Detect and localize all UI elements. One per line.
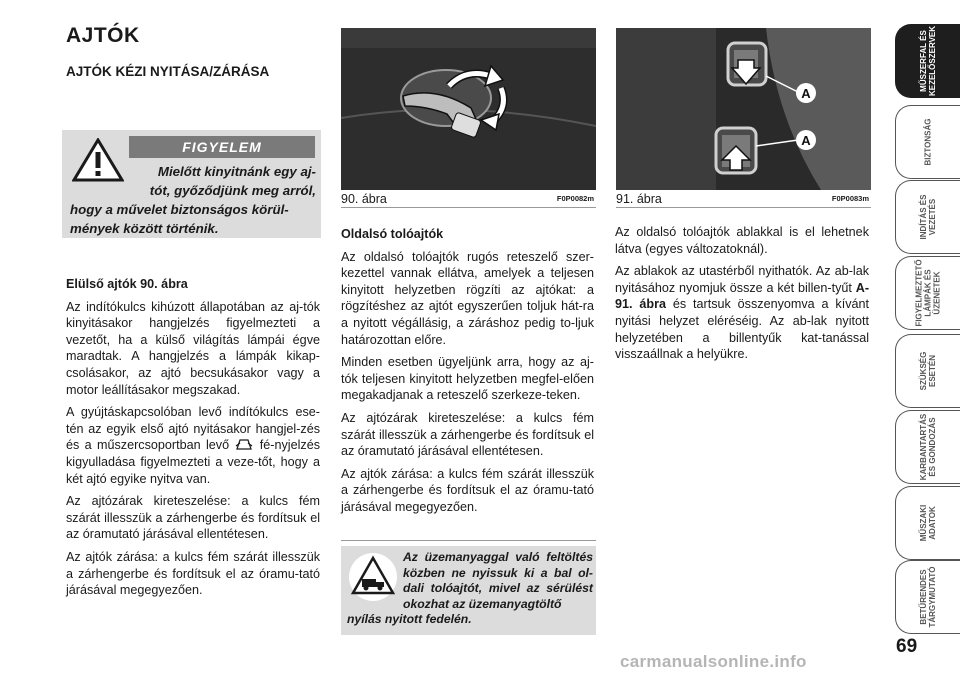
tab-maintenance[interactable]: KARBANTARTÁS ÉS GONDOZÁS	[895, 410, 960, 484]
figure-91-window-buttons	[616, 28, 871, 190]
column-front-doors	[66, 276, 320, 605]
paragraph: Minden esetben ügyeljünk arra, hogy az aj-tók teljesen kinyitott helyzetben megfel-elően megakadjanak a reteszelő szerkeze-teken.	[341, 355, 594, 403]
label-a-top: A	[801, 86, 811, 101]
paragraph: A gyújtáskapcsolóban levő indítókulcs ese-tén az egyik első ajtó nyitásakor hangjel-zés és a műszercsoportban levő fé-nyjelzés kigyulladása figyelmezteti a veze-tőt, hogy a két ajtó egyike nyitva van.	[66, 405, 320, 486]
page-title: AJTÓK	[66, 24, 140, 47]
tab-dashboard-controls[interactable]: MŰSZERFAL ÉS KEZELŐSZERVEK	[895, 24, 960, 98]
fuel-note-box	[341, 540, 596, 635]
tab-starting-driving[interactable]: INDÍTÁS ÉS VEZETÉS	[895, 180, 960, 254]
paragraph: Az oldalsó tolóajtók rugós reteszelő szer-kezettel vannak ellátva, amelyek a teljesen kinyitott helyzetben rögzíti az ajtókat: a rögzítéshez az ajtót egyszerűen toljuk hát-ra a nyitott végállásig, a záráshoz pedig to-ljuk határozottan előre.	[341, 249, 594, 347]
section-title: AJTÓK KÉZI NYITÁSA/ZÁRÁSA	[66, 64, 270, 79]
warning-box	[62, 130, 321, 238]
tab-emergency[interactable]: SZÜKSÉG ESETÉN	[895, 334, 960, 408]
column-sliding-doors	[341, 226, 594, 522]
warning-text: Mielőtt kinyitnánk egy aj- tót, győződjünk meg arról, hogy a művelet biztonságos körül-mények között történik.	[70, 164, 316, 236]
figure-91-caption: 91. ábra F0P0083m	[616, 192, 869, 206]
tab-technical-data[interactable]: MŰSZAKI ADATOK	[895, 486, 960, 560]
label-a-bottom: A	[801, 133, 811, 148]
figure-reference: A-91. ábra	[615, 280, 870, 312]
front-doors-heading: Elülső ajtók 90. ábra	[66, 277, 188, 291]
warning-banner: FIGYELEM	[129, 136, 315, 158]
tab-warning-lights[interactable]: FIGYELMEZTETŐ LÁMPÁK ÉS ÜZENETEK	[895, 256, 960, 330]
sliding-doors-heading: Oldalsó tolóajtók	[341, 227, 444, 241]
paragraph: Az ajtózárak kireteszelése: a kulcs fém szárát illesszük a zárhengerbe és fordítsuk el az óramutató járásával ellentétesen.	[66, 494, 320, 542]
watermark: carmanualsonline.info	[620, 652, 807, 671]
figure-90-caption: 90. ábra F0P0082m	[341, 192, 594, 206]
paragraph: Az ablakok az utastérből nyithatók. Az ab-lak nyitásához nyomjuk össze a két billen-tyűt A-91. ábra és tartsuk összenyomva a kívánt nyitási helyzet eléréséig. Az ab-lak nyitott helyzetében a billentyűk kat-tanással visszaállnak a helyükre.	[615, 264, 870, 362]
paragraph: Az indítókulcs kihúzott állapotában az aj-tók kinyitásakor hangjelzés figyelmezteti a vezetőt, ha a külső világítás lámpái égve maradtak. A hangjelzés a lámpák kikap-csolásakor, az ajtó becsukásakor vagy a motor leállításakor megszakad.	[66, 299, 320, 397]
column-sliding-windows	[615, 224, 869, 369]
paragraph: Az oldalsó tolóajtók ablakkal is el lehetnek látva (egyes változatoknál).	[615, 225, 869, 256]
figure-90-door-handle	[341, 28, 596, 190]
paragraph: Az ajtók zárása: a kulcs fém szárát illesszük a zárhengerbe és fordítsuk el az óramu-tató járásával megegyezően.	[66, 549, 320, 598]
door-open-warning-icon	[234, 437, 254, 451]
tab-safety[interactable]: BIZTONSÁG	[895, 105, 960, 179]
paragraph: Az ajtók zárása: a kulcs fém szárát illesszük a zárhengerbe és fordítsuk el az óramu-tató járásával megegyezően.	[341, 466, 594, 514]
paragraph: Az ajtózárak kireteszelése: a kulcs fém szárát illesszük a zárhengerbe és fordítsuk el az óramutató járásával ellentétesen.	[341, 410, 594, 459]
tab-index[interactable]: BETŰRENDES TÁRGYMUTATÓ	[895, 560, 960, 634]
page-number: 69	[896, 636, 918, 657]
fuel-note-text: Az üzemanyaggal való feltöltés közben ne nyissuk ki a bal ol-dali tolóajtót, mivel az sérülést okozhat az üzemanyagtöltő nyílás nyitott fedelén.	[347, 550, 593, 627]
